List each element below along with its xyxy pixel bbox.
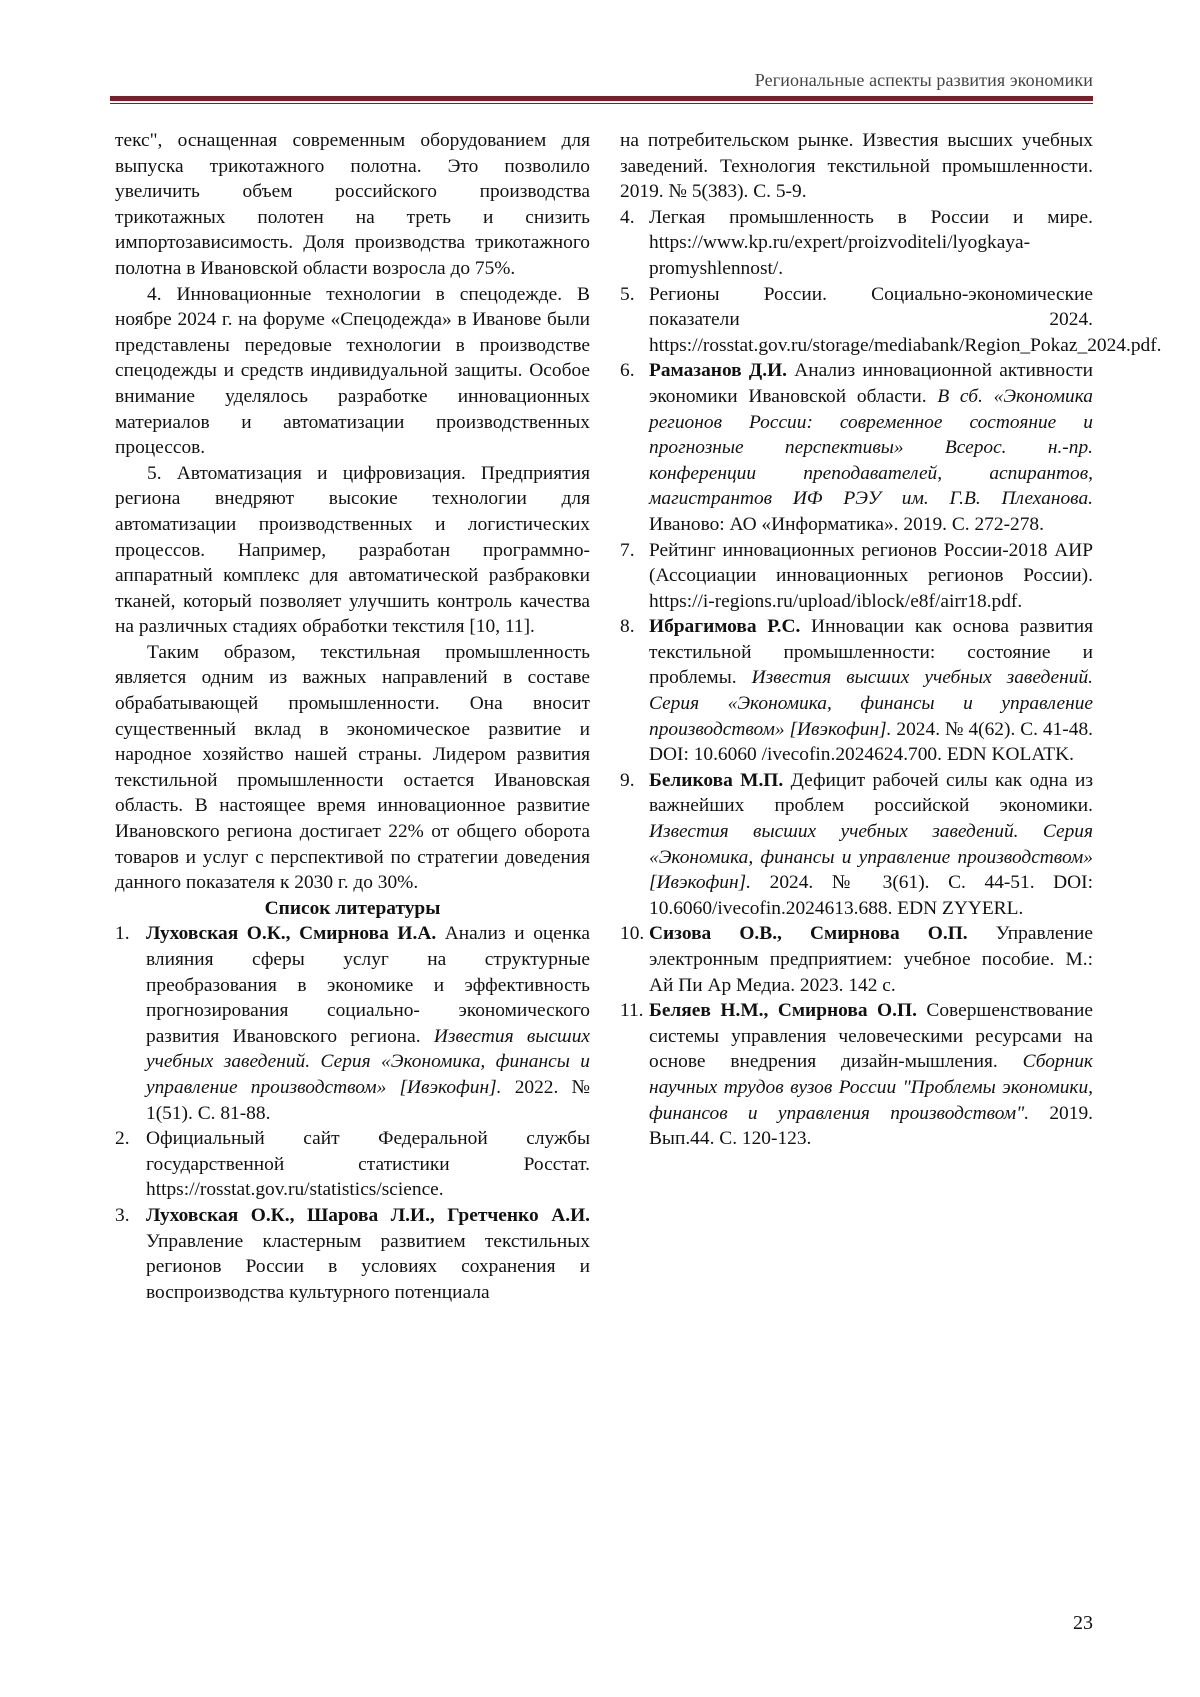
reference-tail: 2022. № 1(51). С. 81-88. <box>146 1076 591 1124</box>
reference-item <box>620 282 1162 359</box>
reference-number: 9. <box>620 769 635 791</box>
reference-text: на потребительском рынке. <box>620 130 863 151</box>
reference-text: Инновации как основа развития текстильной промышленности: состояние и проблемы. <box>649 616 1093 689</box>
references-heading: Список литературы <box>264 897 441 919</box>
reference-text: Дефицит рабочей силы как одна из важнейших проблем российской экономики. <box>649 769 1094 817</box>
reference-item <box>115 1203 590 1305</box>
reference-number: 8. <box>620 616 635 638</box>
reference-item <box>115 1126 590 1203</box>
reference-source: Известия высших учебных заведений. Серия «Экономика, финансы и управление производством» [Ивэкофин]. <box>146 1025 590 1098</box>
reference-text: Анализ инновационной активности экономики Ивановской области. <box>649 360 1093 407</box>
reference-item <box>115 921 590 1126</box>
running-title: Региональные аспекты развития экономики <box>754 70 1093 90</box>
reference-text: Рейтинг инновационных регионов России-2018 АИР (Ассоциации инновационных регионов России). https://i-regions.ru/upload/iblock/e8f/airr18.pdf. <box>649 539 1093 612</box>
page-number: 23 <box>1073 1612 1093 1634</box>
reference-source: В сб. «Экономика регионов России: современное состояние и прогнозные перспективы» Всерос. н.-пр. конференции преподавателей, аспирантов, магистрантов ИФ РЭУ им. Г.В. Плеханова. <box>649 385 1093 510</box>
reference-source: Сборник научных трудов вузов России "Проблемы экономики, финансов и управления производством". <box>649 1051 1093 1124</box>
reference-tail: Иваново: АО «Информатика». 2019. С. 272-278. <box>649 513 1044 535</box>
reference-item <box>620 205 1093 282</box>
reference-tail: 2019. Вып.44. С. 120-123. <box>649 1102 1093 1150</box>
reference-text: Регионы России. Социально-экономические показатели 2024. https://rosstat.gov.ru/storage/mediabank/Region_Pokaz_2024.pdf. <box>649 283 1162 356</box>
reference-item <box>620 358 1093 537</box>
right-column <box>620 128 1162 1152</box>
reference-authors: Беляев Н.М., Смирнова О.П. <box>649 1000 917 1022</box>
reference-authors: Сизова О.В., Смирнова О.П. <box>649 923 968 945</box>
reference-tail: 2024. № 3(61). С. 44-51. DOI: 10.6060/ivecofin.2024613.688. EDN ZYYERL. <box>649 872 1093 919</box>
left-column <box>115 128 590 1305</box>
reference-authors: Беликова М.П. <box>649 769 784 791</box>
reference-number: 4. <box>620 206 635 228</box>
body-paragraph: 5. Автоматизация и цифровизация. Предприятия региона внедряют высокие технологии для автоматизации производственных и логистических процессов. Например, разработан программно-аппаратный комплекс для автоматической разбраковки тканей, который позволяет улучшить контроль качества на различных стадиях обработки текстиля [10, 11]. <box>115 462 590 638</box>
reference-number: 7. <box>620 539 635 561</box>
reference-authors: Рамазанов Д.И. <box>649 360 788 382</box>
body-paragraph: Таким образом, текстильная промышленность является одним из важных направлений в составе обрабатывающей промышленности. Она вносит существенный вклад в экономическое развитие и народное хозяйство нашей страны. Лидером развития текстильной промышленности остается Ивановская область. В настоящее время инновационное развитие Ивановского региона достигает 22% от общего оборота товаров и услуг с перспективой по стратегии доведения данного показателя к 2030 г. до 30%. <box>115 641 590 894</box>
header-rule-thin <box>110 103 1093 104</box>
reference-continuation <box>620 128 1093 205</box>
reference-source: Известия высших учебных заведений. Технология текстильной промышленности. <box>620 130 1093 177</box>
reference-text: Управление электронным предприятием: учебное пособие. М.: Ай Пи Ар Медиа. 2023. 142 с. <box>649 923 1093 996</box>
reference-number: 11. <box>620 1000 644 1022</box>
reference-item <box>620 538 1093 615</box>
reference-number: 2. <box>115 1128 130 1150</box>
reference-text: Совершенствование системы управления человеческими ресурсами на основе внедрения дизайн-мышления. <box>649 1000 1093 1073</box>
reference-authors: Луховская О.К., Шарова Л.И., Гретченко А.И. <box>146 1204 590 1226</box>
reference-text: Официальный сайт Федеральной службы государственной статистики Росстат. https://rosstat.gov.ru/statistics/science. <box>146 1128 590 1201</box>
reference-item <box>620 921 1093 998</box>
body-paragraph: текс", оснащенная современным оборудованием для выпуска трикотажного полотна. Это позволило увеличить объем российского производства трикотажных полотен на треть и снизить импортозависимость. Доля производства трикотажного полотна в Ивановской области возросла до 75%. <box>115 130 590 279</box>
reference-authors: Луховская О.К., Смирнова И.А. <box>146 923 437 945</box>
reference-number: 10. <box>620 923 645 945</box>
reference-item <box>620 768 1093 922</box>
reference-number: 6. <box>620 360 635 382</box>
reference-authors: Ибрагимова Р.С. <box>649 616 801 638</box>
reference-tail: 2024. № 4(62). С. 41-48. DOI: 10.6060 /ivecofin.2024624.700. EDN KOLATK. <box>649 718 1093 766</box>
reference-number: 1. <box>115 923 130 945</box>
reference-number: 3. <box>115 1204 130 1226</box>
reference-item <box>620 998 1093 1152</box>
reference-tail: 2019. № 5(383). С. 5-9. <box>620 181 807 203</box>
reference-source: Известия высших учебных заведений. Серия «Экономика, финансы и управление производством» [Ивэкофин]. <box>649 821 1093 894</box>
header-rule-thick <box>110 96 1093 101</box>
reference-text: Легкая промышленность в России и мире. https://www.kp.ru/expert/proizvoditeli/lyogkaya-promyshlennost/. <box>649 206 1093 279</box>
body-paragraph: 4. Инновационные технологии в спецодежде. В ноябре 2024 г. на форуме «Спецодежда» в Иванове были представлены передовые технологии в производстве спецодежды и средств индивидуальной защиты. Особое внимание уделялось разработке инновационных материалов и автоматизации производственных процессов. <box>115 283 590 459</box>
reference-source: Известия высших учебных заведений. Серия «Экономика, финансы и управление производством» [Ивэкофин]. <box>649 667 1093 740</box>
reference-text: Анализ и оценка влияния сферы услуг на структурные преобразования в экономике и эффективность прогнозирования социально- экономического развития Ивановского региона. <box>146 923 590 1047</box>
reference-item <box>620 614 1093 768</box>
reference-number: 5. <box>620 283 635 305</box>
reference-text: Управление кластерным развитием текстильных регионов России в условиях сохранения и воспроизводства культурного потенциала <box>146 1230 590 1303</box>
